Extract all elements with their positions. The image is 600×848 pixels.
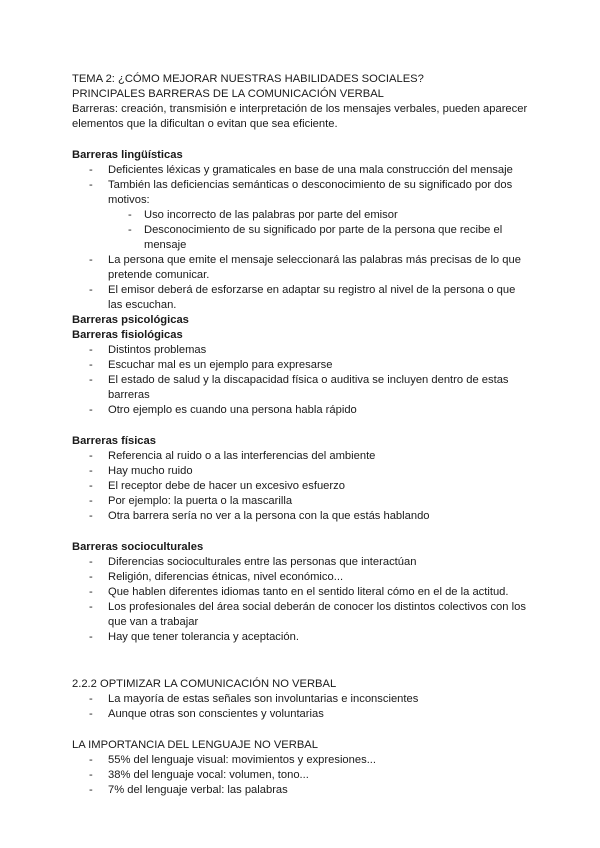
doc-subtitle: PRINCIPALES BARRERAS DE LA COMUNICACIÓN VERBAL (72, 88, 384, 100)
bullet-dash: - (89, 465, 93, 477)
bullet-dash: - (89, 254, 93, 266)
list-item: - 55% del lenguaje visual: movimientos y expresiones... (89, 754, 377, 766)
bullet-dash: - (89, 754, 93, 766)
bullet-dash: - (89, 179, 93, 191)
bullet-dash: - (128, 209, 132, 221)
heading-importancia: LA IMPORTANCIA DEL LENGUAJE NO VERBAL (72, 739, 318, 751)
bullet-dash: - (89, 571, 93, 583)
list-item: - Otra barrera sería no ver a la persona con la que estás hablando (89, 510, 430, 522)
bullet-dash: - (89, 359, 93, 371)
sub-list-item: - Desconocimiento de su significado por parte de la persona que recibe el mensaje (128, 224, 503, 251)
list-item: - Diferencias socioculturales entre las personas que interactúan (89, 556, 417, 568)
sub-list-item: - Uso incorrecto de las palabras por parte del emisor (128, 209, 398, 221)
bullet-dash: - (89, 284, 93, 296)
bullet-dash: - (89, 784, 93, 796)
list-item: - El emisor deberá de esforzarse en adaptar su registro al nivel de la persona o que las escuchan. (89, 284, 516, 311)
bullet-dash: - (89, 450, 93, 462)
bullet-dash: - (89, 708, 93, 720)
heading-linguisticas: Barreras lingüísticas (72, 149, 183, 161)
bullet-dash: - (89, 631, 93, 643)
bullet-dash: - (89, 344, 93, 356)
intro-line-1: Barreras: creación, transmisión e interpretación de los mensajes verbales, pueden aparecer (72, 103, 528, 115)
list-item: - 38% del lenguaje vocal: volumen, tono... (89, 769, 309, 781)
list-item: - Hay que tener tolerancia y aceptación. (89, 631, 299, 643)
bullet-dash: - (89, 586, 93, 598)
bullet-dash: - (89, 374, 93, 386)
doc-title: TEMA 2: ¿CÓMO MEJORAR NUESTRAS HABILIDADES SOCIALES? (72, 73, 424, 85)
intro-line-2: elementos que la dificultan o evitan que sea eficiente. (72, 118, 338, 130)
list-item: - Escuchar mal es un ejemplo para expresarse (89, 359, 333, 371)
list-item: - Referencia al ruido o a las interferencias del ambiente (89, 450, 376, 462)
list-item: - La persona que emite el mensaje seleccionará las palabras más precisas de lo que pretende comunicar. (89, 254, 521, 281)
heading-socioculturales: Barreras socioculturales (72, 541, 204, 553)
list-item: - Distintos problemas (89, 344, 207, 356)
document-page (72, 72, 532, 798)
list-item: - Que hablen diferentes idiomas tanto en el sentido literal cómo en el de la actitud. (89, 586, 509, 598)
list-item: - El estado de salud y la discapacidad física o auditiva se incluyen dentro de estas barreras (89, 374, 509, 401)
list-item: - Por ejemplo: la puerta o la mascarilla (89, 495, 293, 507)
list-item: - Deficientes léxicas y gramaticales en base de una mala construcción del mensaje (89, 164, 513, 176)
list-item: - Religión, diferencias étnicas, nivel económico... (89, 571, 344, 583)
bullet-dash: - (89, 769, 93, 781)
bullet-dash: - (89, 601, 93, 613)
bullet-dash: - (128, 224, 132, 236)
heading-no-verbal: 2.2.2 OPTIMIZAR LA COMUNICACIÓN NO VERBAL (72, 678, 337, 690)
bullet-dash: - (89, 693, 93, 705)
heading-psicologicas: Barreras psicológicas (72, 314, 189, 326)
list-item: - Los profesionales del área social deberán de conocer los distintos colectivos con los que van a trabajar (89, 601, 526, 628)
bullet-dash: - (89, 495, 93, 507)
list-item: - También las deficiencias semánticas o desconocimiento de su significado por dos motivos: (89, 179, 513, 206)
list-item: - La mayoría de estas señales son involuntarias e inconscientes (89, 693, 419, 705)
bullet-dash: - (89, 556, 93, 568)
bullet-dash: - (89, 480, 93, 492)
heading-fisicas: Barreras físicas (72, 435, 156, 447)
bullet-dash: - (89, 510, 93, 522)
list-item: - 7% del lenguaje verbal: las palabras (89, 784, 288, 796)
list-item: - Otro ejemplo es cuando una persona habla rápido (89, 404, 357, 416)
list-item: - El receptor debe de hacer un excesivo esfuerzo (89, 480, 345, 492)
list-item: - Aunque otras son conscientes y voluntarias (89, 708, 324, 720)
bullet-dash: - (89, 164, 93, 176)
bullet-dash: - (89, 404, 93, 416)
list-item: - Hay mucho ruido (89, 465, 193, 477)
heading-fisiologicas: Barreras fisiológicas (72, 329, 183, 341)
